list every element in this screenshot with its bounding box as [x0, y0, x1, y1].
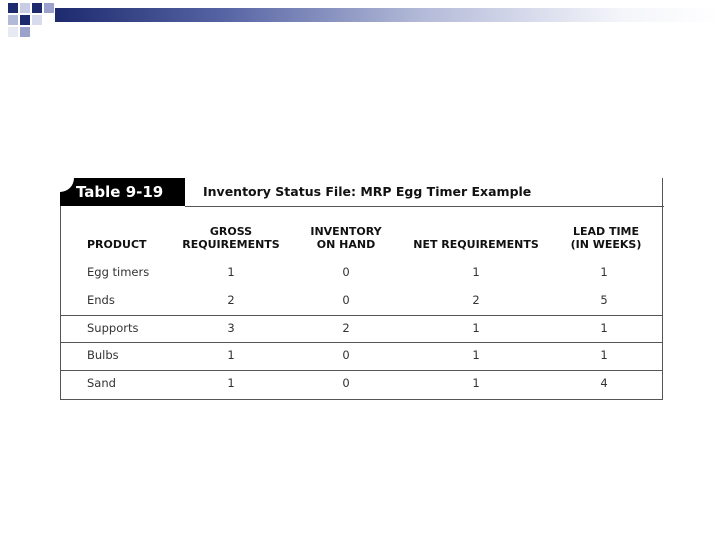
- cell-product: Bulbs: [87, 348, 119, 362]
- cell-on-hand: 0: [342, 348, 350, 362]
- header-lead-time: [561, 225, 651, 251]
- cell-product: Supports: [87, 321, 139, 335]
- header-banner: [0, 0, 720, 44]
- cell-net: 2: [472, 293, 480, 307]
- cell-gross: 3: [227, 321, 235, 335]
- cell-on-hand: 0: [342, 376, 350, 390]
- table-number-tag: Table 9-19: [60, 178, 185, 206]
- banner-square: [8, 27, 18, 37]
- cell-product: Sand: [87, 376, 116, 390]
- banner-square: [44, 3, 54, 13]
- header-inventory-line1: INVENTORY: [310, 225, 382, 238]
- header-inventory-line2: ON HAND: [316, 238, 376, 251]
- header-lead-line1: LEAD TIME: [572, 225, 640, 238]
- cell-product: Egg timers: [87, 265, 150, 279]
- row-divider: [61, 370, 662, 371]
- banner-square: [32, 3, 42, 13]
- banner-square: [8, 3, 18, 13]
- cell-net: 1: [472, 376, 480, 390]
- header-gross-requirements: [181, 225, 281, 251]
- row-divider: [61, 315, 662, 316]
- cell-on-hand: 0: [342, 265, 350, 279]
- cell-lead: 1: [600, 348, 608, 362]
- header-product: PRODUCT: [87, 238, 147, 251]
- cell-gross: 1: [227, 265, 235, 279]
- cell-gross: 1: [227, 348, 235, 362]
- cell-lead: 1: [600, 321, 608, 335]
- cell-net: 1: [472, 265, 480, 279]
- row-divider: [61, 342, 662, 343]
- header-inventory-on-hand: [301, 225, 391, 251]
- cell-lead: 1: [600, 265, 608, 279]
- cell-on-hand: 0: [342, 293, 350, 307]
- header-gross-line2: REQUIREMENTS: [182, 238, 280, 251]
- banner-square: [8, 15, 18, 25]
- banner-gradient-bar: [55, 8, 720, 22]
- cell-on-hand: 2: [342, 321, 350, 335]
- cell-gross: 2: [227, 293, 235, 307]
- banner-square: [20, 15, 30, 25]
- header-gross-line1: GROSS: [209, 225, 253, 238]
- banner-square: [20, 27, 30, 37]
- table-title: Inventory Status File: MRP Egg Timer Example: [203, 184, 532, 199]
- inventory-table: [60, 178, 663, 400]
- cell-lead: 4: [600, 376, 608, 390]
- banner-square: [32, 15, 42, 25]
- cell-gross: 1: [227, 376, 235, 390]
- cell-net: 1: [472, 321, 480, 335]
- cell-net: 1: [472, 348, 480, 362]
- header-net-requirements: NET REQUIREMENTS: [413, 238, 539, 251]
- table-title-row: [60, 178, 664, 208]
- cell-lead: 5: [600, 293, 608, 307]
- title-divider: [185, 206, 664, 207]
- header-lead-line2: (IN WEEKS): [570, 238, 642, 251]
- cell-product: Ends: [87, 293, 115, 307]
- banner-square: [20, 3, 30, 13]
